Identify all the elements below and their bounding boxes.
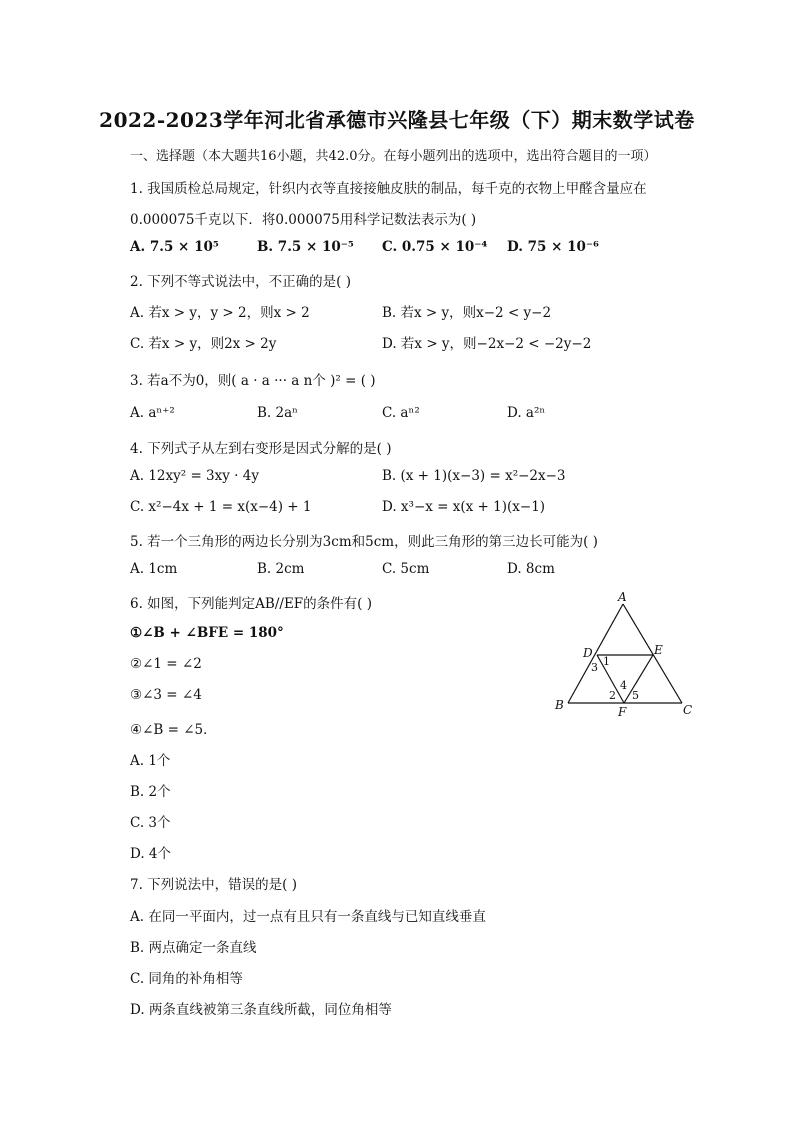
label-a: A: [618, 590, 627, 604]
q5-option-c: C. 5cm: [382, 561, 430, 577]
q2-option-a: A. 若x > y，y > 2，则x > 2: [130, 305, 310, 321]
q6-condition-4: ④∠B = ∠5．: [130, 722, 217, 738]
q2-option-b: B. 若x > y，则x−2 < y−2: [382, 305, 552, 321]
q4-option-b: B. (x + 1)(x−3) = x²−2x−3: [382, 468, 566, 484]
q3-option-a: A. aⁿ⁺²: [130, 405, 175, 421]
q1-option-b: B. 7.5 × 10⁻⁵: [257, 239, 354, 255]
q3-option-b: B. 2aⁿ: [257, 405, 298, 421]
q6-option-b: B. 2个: [130, 784, 171, 800]
q5-option-a: A. 1cm: [130, 561, 178, 577]
label-d: D: [583, 646, 593, 660]
exam-title: 2022-2023学年河北省承德市兴隆县七年级（下）期末数学试卷: [99, 108, 695, 132]
q5-option-b: B. 2cm: [257, 561, 305, 577]
q1-stem-line2: 0.000075千克以下．将0.000075用科学记数法表示为( ): [130, 212, 477, 228]
q6-option-c: C. 3个: [130, 815, 171, 831]
q5-stem: 5. 若一个三角形的两边长分别为3cm和5cm，则此三角形的第三边长可能为( ): [130, 534, 598, 550]
q6-condition-3: ③∠3 = ∠4: [130, 687, 202, 703]
label-b: B: [555, 698, 564, 712]
q3-option-c: C. aⁿ²: [382, 405, 420, 421]
q2-option-c: C. 若x > y，则2x > 2y: [130, 336, 277, 352]
q2-stem: 2. 下列不等式说法中，不正确的是( ): [130, 274, 351, 290]
q1-stem-line1: 1. 我国质检总局规定，针织内衣等直接接触皮肤的制品，每千克的衣物上甲醛含量应在: [130, 181, 647, 197]
q1-option-d: D. 75 × 10⁻⁶: [507, 239, 599, 255]
label-angle-1: 1: [603, 655, 610, 668]
q5-option-d: D. 8cm: [507, 561, 555, 577]
q6-option-d: D. 4个: [130, 846, 172, 862]
label-angle-3: 3: [591, 661, 598, 674]
label-angle-2: 2: [609, 689, 616, 702]
q4-option-d: D. x³−x = x(x + 1)(x−1): [382, 499, 546, 515]
q7-option-d: D. 两条直线被第三条直线所截，同位角相等: [130, 1002, 392, 1018]
q4-option-c: C. x²−4x + 1 = x(x−4) + 1: [130, 499, 312, 515]
q1-option-a: A. 7.5 × 10⁵: [130, 239, 219, 255]
label-c: C: [683, 703, 693, 717]
q7-option-b: B. 两点确定一条直线: [130, 940, 257, 956]
q1-option-c: C. 0.75 × 10⁻⁴: [382, 239, 488, 255]
q2-option-d: D. 若x > y，则−2x−2 < −2y−2: [382, 336, 592, 352]
label-e: E: [654, 643, 663, 657]
label-f: F: [618, 705, 627, 719]
q6-condition-1: ①∠B + ∠BFE = 180°: [130, 625, 284, 641]
section-heading: 一、选择题（本大题共16小题，共42.0分。在每小题列出的选项中，选出符合题目的一项）: [130, 149, 657, 164]
q3-option-d: D. a²ⁿ: [507, 405, 546, 421]
q7-stem: 7. 下列说法中，错误的是( ): [130, 877, 297, 893]
q4-stem: 4. 下列式子从左到右变形是因式分解的是( ): [130, 441, 392, 457]
q6-condition-2: ②∠1 = ∠2: [130, 656, 202, 672]
triangle-figure: [552, 588, 702, 723]
q4-option-a: A. 12xy² = 3xy · 4y: [130, 468, 259, 484]
q7-option-a: A. 在同一平面内，过一点有且只有一条直线与已知直线垂直: [130, 909, 486, 925]
label-angle-5: 5: [632, 689, 639, 702]
q6-option-a: A. 1个: [130, 753, 171, 769]
q3-stem: 3. 若a不为0，则( a · a ··· a n个 )² = ( ): [130, 373, 376, 389]
q6-stem: 6. 如图，下列能判定AB//EF的条件有( ): [130, 596, 372, 612]
label-angle-4: 4: [620, 679, 627, 692]
q7-option-c: C. 同角的补角相等: [130, 971, 243, 987]
